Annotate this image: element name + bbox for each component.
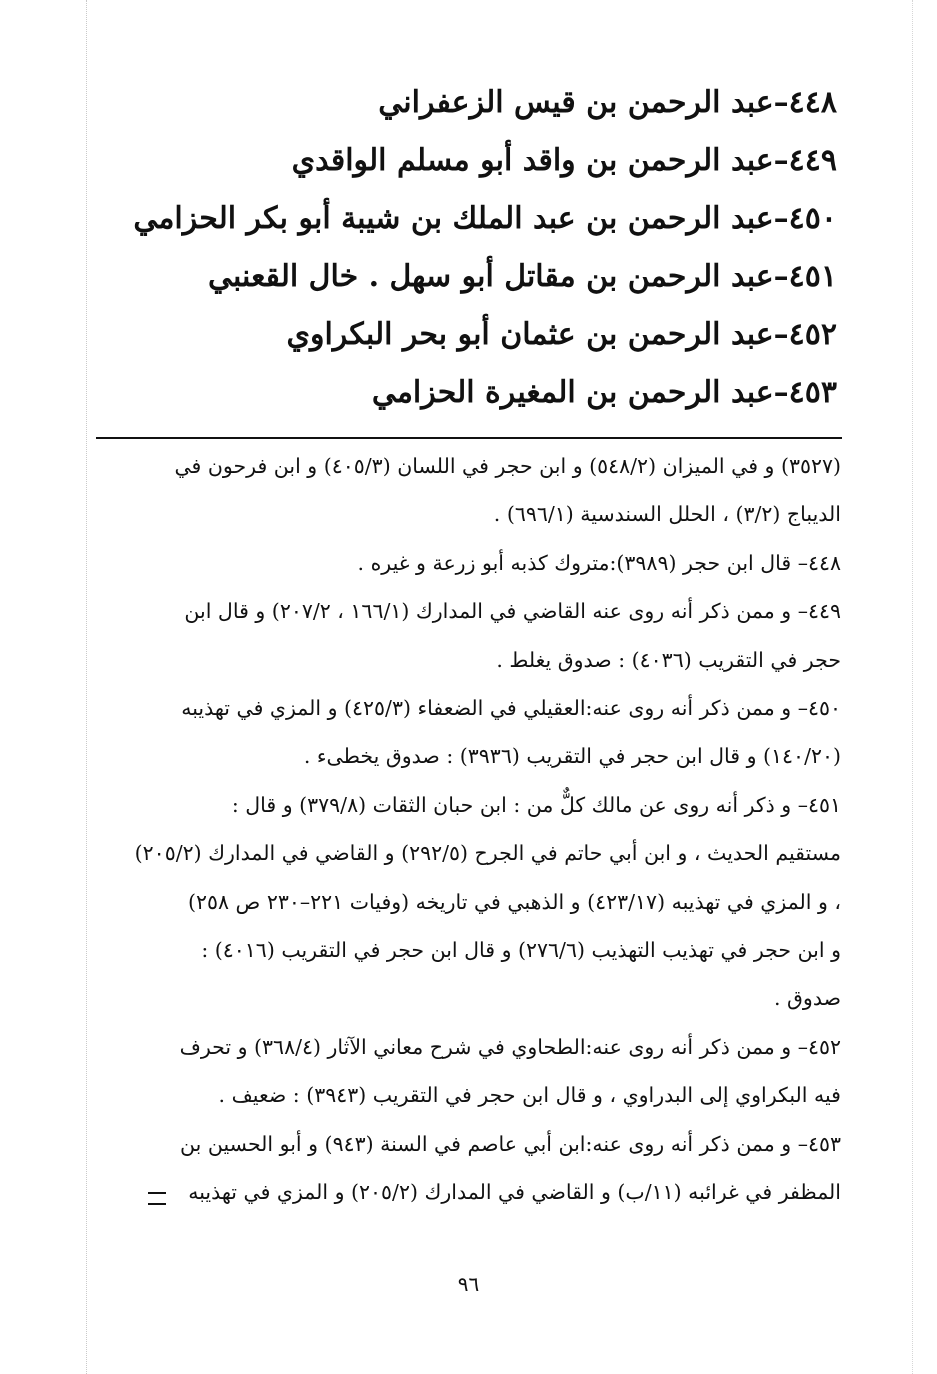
footnote-line: فيه البكراوي إلى البدراوي ، و قال ابن حجر في التقريب (٣٩٤٣) : ضعيف . [218,1083,841,1108]
continuation-mark [148,1192,166,1205]
entry-448: ٤٤٨–عبد الرحمن بن قيس الزعفراني [378,85,837,120]
footnote-line: ، و المزي في تهذيبه (٤٢٣/١٧) و الذهبي في تاريخه (وفيات ٢٢١–٢٣٠ ص ٢٥٨) [187,889,841,914]
entry-449: ٤٤٩–عبد الرحمن بن واقد أبو مسلم الواقدي [291,143,837,178]
footnote-line: مستقيم الحديث ، و ابن أبي حاتم في الجرح (٢٩٢/٥) و القاضي في المدارك (٢٠٥/٢) [134,841,841,866]
entry-450: ٤٥٠–عبد الرحمن بن عبد الملك بن شيبة أبو بكر الحزامي [133,201,837,236]
scan-edge-right [912,0,913,1374]
entry-452: ٤٥٢–عبد الرحمن بن عثمان أبو بحر البكراوي [286,317,837,352]
footnote-line: ٤٤٩– و ممن ذكر أنه روى عنه القاضي في المدارك (١٦٦/١ ، ٢٠٧/٢) و قال ابن [184,599,841,624]
footnote-line: المظفر في غرائبه (١١/ب) و القاضي في المدارك (٢٠٥/٢) و المزي في تهذيبه [188,1180,841,1205]
footnote-line: الديباج (٣/٢) ، الحلل السندسية (٦٩٦/١) . [493,502,841,527]
page-number: ٩٦ [457,1272,480,1296]
footnote-line: (١٤٠/٢٠) و قال ابن حجر في التقريب (٣٩٣٦) : صدوق يخطىء . [303,744,841,769]
entry-451: ٤٥١–عبد الرحمن بن مقاتل أبو سهل . خال القعنبي [207,259,837,294]
footnote-line: و ابن حجر في تهذيب التهذيب (٢٧٦/٦) و قال ابن حجر في التقريب (٤٠١٦) : [201,938,841,963]
footnote-line: ٤٥١– و ذكر أنه روى عن مالك كلٌّ من : ابن حبان الثقات (٣٧٩/٨) و قال : [231,792,841,817]
entry-453: ٤٥٣–عبد الرحمن بن المغيرة الحزامي [371,375,837,410]
footnote-separator [96,437,842,439]
footnote-line: ٤٥٢– و ممن ذكر أنه روى عنه:الطحاوي في شرح معاني الآثار (٣٦٨/٤) و تحرف [179,1034,841,1059]
narrator-entries [133,74,837,422]
footnote-line: ٤٥٠– و ممن ذكر أنه روى عنه:العقيلي في الضعفاء (٤٢٥/٣) و المزي في تهذيبه [181,696,841,721]
footnotes [95,442,841,1217]
footnote-line: ٤٥٣– و ممن ذكر أنه روى عنه:ابن أبي عاصم في السنة (٩٤٣) و أبو الحسين بن [180,1131,841,1156]
footnote-line: صدوق . [773,986,841,1011]
footnote-line: ٤٤٨– قال ابن حجر (٣٩٨٩):متروك كذبه أبو زرعة و غيره . [357,550,841,575]
footnote-line: حجر في التقريب (٤٠٣٦) : صدوق يغلط . [496,647,841,672]
footnote-line: (٣٥٢٧) و في الميزان (٥٤٨/٢) و ابن حجر في اللسان (٤٠٥/٣) و ابن فرحون في [174,454,841,478]
scan-edge-left [86,0,87,1374]
